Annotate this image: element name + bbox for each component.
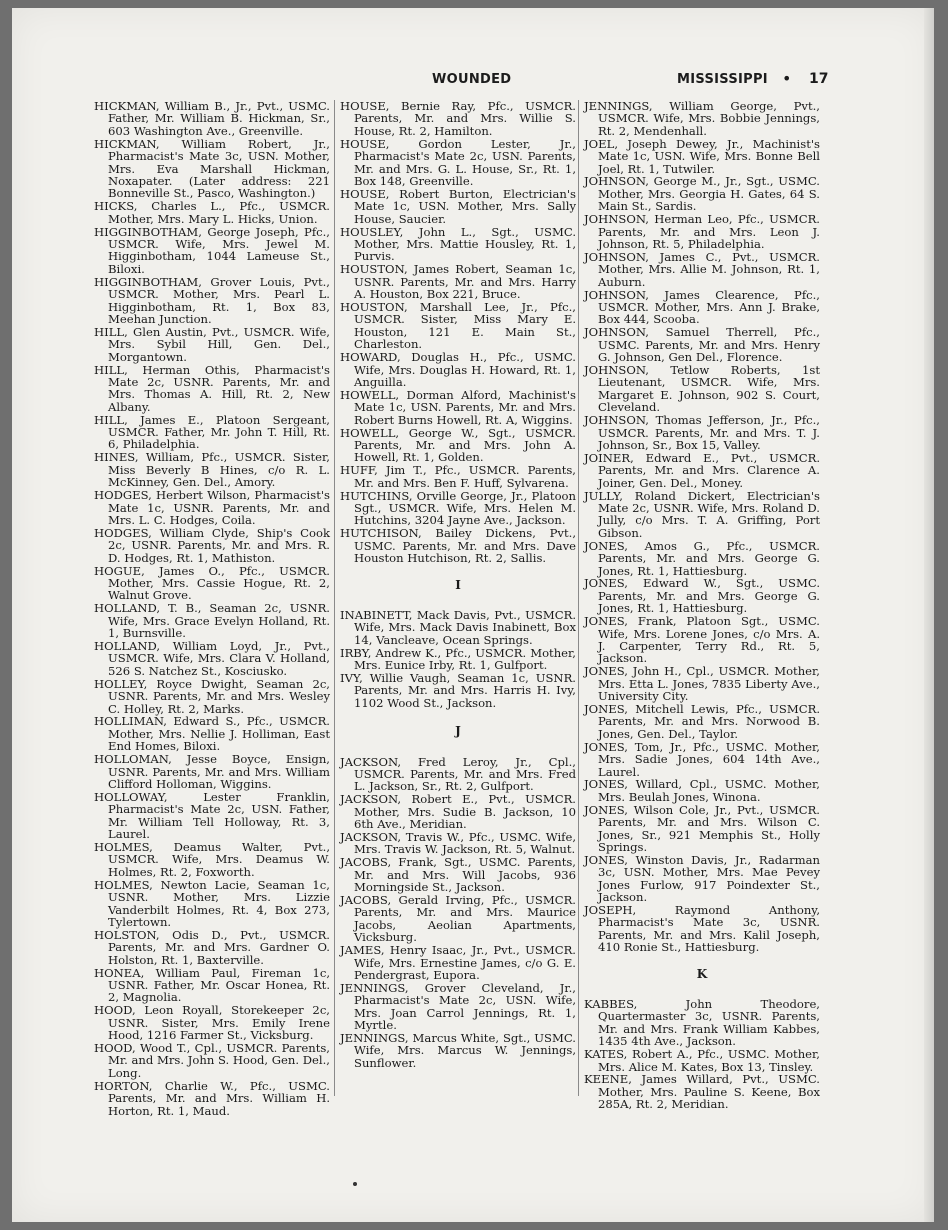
casualty-entry: INABINETT, Mack Davis, Pvt., USMCR. Wife, Mrs. Mack Davis Inabinett, Box 14, Vancleave, Ocean Springs. bbox=[340, 607, 576, 647]
casualty-entry: HODGES, Herbert Wilson, Pharmacist's Mate 1c, USNR. Parents, Mr. and Mrs. L. C. Hodges, Coila. bbox=[94, 488, 330, 527]
casualty-entry: HICKMAN, William B., Jr., Pvt., USMC. Father, Mr. William B. Hickman, Sr., 603 Washington Ave., Greenville. bbox=[94, 99, 330, 138]
casualty-entry: JAMES, Henry Isaac, Jr., Pvt., USMCR. Wife, Mrs. Ernestine James, c/o G. E. Pendergrast, Eupora. bbox=[340, 943, 576, 982]
casualty-entry: JENNINGS, Marcus White, Sgt., USMC. Wife, Mrs. Marcus W. Jennings, Sunflower. bbox=[340, 1031, 576, 1070]
casualty-entry: HICKMAN, William Robert, Jr., Pharmacist's Mate 3c, USN. Mother, Mrs. Eva Marshall Hickman, Noxapater. (Later address: 221 Bonneville St., Pasco, Washington.) bbox=[94, 136, 330, 201]
casualty-entry: JONES, Mitchell Lewis, Pfc., USMCR. Parents, Mr. and Mrs. Norwood B. Jones, Gen. Del., Taylor. bbox=[584, 702, 820, 741]
casualty-entry: HOLSTON, Odis D., Pvt., USMCR. Parents, Mr. and Mrs. Gardner O. Holston, Rt. 1, Baxterville. bbox=[94, 927, 330, 967]
casualty-entry: HOUSE, Robert Burton, Electrician's Mate 1c, USN. Mother, Mrs. Sally House, Saucier. bbox=[340, 186, 576, 226]
column-3 bbox=[584, 100, 820, 1111]
page-mark bbox=[353, 1182, 357, 1186]
casualty-entry: HOWELL, George W., Sgt., USMCR. Parents, Mr. and Mrs. John A. Howell, Rt. 1, Golden. bbox=[340, 425, 576, 465]
casualty-entry: HOUSE, Bernie Ray, Pfc., USMCR. Parents, Mr. and Mrs. Willie S. House, Rt. 2, Hamilton. bbox=[340, 99, 576, 138]
casualty-entry: JOHNSON, Tetlow Roberts, 1st Lieutenant, USMCR. Wife, Mrs. Margaret E. Johnson, 902 S. Court, Cleveland. bbox=[584, 363, 820, 415]
casualty-entry: HODGES, William Clyde, Ship's Cook 2c, USNR. Parents, Mr. and Mrs. R. D. Hodges, Rt. 1, Mathiston. bbox=[94, 525, 330, 565]
casualty-entry: HOOD, Wood T., Cpl., USMCR. Parents, Mr. and Mrs. John S. Hood, Gen. Del., Long. bbox=[94, 1040, 330, 1080]
casualty-entry: HILL, Glen Austin, Pvt., USMCR. Wife, Mrs. Sybil Hill, Gen. Del., Morgantown. bbox=[94, 324, 330, 364]
column-divider bbox=[334, 100, 335, 1096]
casualty-entry: JACKSON, Travis W., Pfc., USMC. Wife, Mrs. Travis W. Jackson, Rt. 5, Walnut. bbox=[340, 830, 576, 857]
casualty-entry: HOWELL, Dorman Alford, Machinist's Mate 1c, USN. Parents, Mr. and Mrs. Robert Burns Howell, Rt. A, Wiggins. bbox=[340, 387, 576, 427]
page-edge bbox=[924, 8, 934, 1222]
casualty-entry: KATES, Robert A., Pfc., USMC. Mother, Mrs. Alice M. Kates, Box 13, Tinsley. bbox=[584, 1047, 820, 1074]
casualty-entry: HOLLOMAN, Jesse Boyce, Ensign, USNR. Parents, Mr. and Mrs. William Clifford Holloman, Wiggins. bbox=[94, 752, 330, 791]
column-1 bbox=[94, 100, 330, 1117]
section-title: WOUNDED bbox=[432, 72, 512, 87]
casualty-entry: HOUSE, Gordon Lester, Jr., Pharmacist's Mate 2c, USN. Parents, Mr. and Mrs. G. L. House, Sr., Rt. 1, Box 148, Greenville. bbox=[340, 136, 576, 188]
casualty-entry: JACKSON, Robert E., Pvt., USMCR. Mother, Mrs. Sudie B. Jackson, 10 6th Ave., Meridian. bbox=[340, 792, 576, 832]
casualty-entry: HIGGINBOTHAM, Grover Louis, Pvt., USMCR. Mother, Mrs. Pearl L. Higginbotham, Rt. 1, Box 83, Meehan Junction. bbox=[94, 274, 330, 326]
casualty-entry: HOLLAND, T. B., Seaman 2c, USNR. Wife, Mrs. Grace Evelyn Holland, Rt. 1, Burnsville. bbox=[94, 601, 330, 641]
casualty-entry: IRBY, Andrew K., Pfc., USMCR. Mother, Mrs. Eunice Irby, Rt. 1, Gulfport. bbox=[340, 645, 576, 673]
casualty-entry: HOLMES, Deamus Walter, Pvt., USMCR. Wife, Mrs. Deamus W. Holmes, Rt. 2, Foxworth. bbox=[94, 839, 330, 879]
casualty-entry: KABBES, John Theodore, Quartermaster 3c, USNR. Parents, Mr. and Mrs. Frank William Kabbes, 1435 4th Ave., Jackson. bbox=[584, 997, 820, 1049]
document-page bbox=[12, 8, 934, 1222]
casualty-entry: JOHNSON, Samuel Therrell, Pfc., USMC. Parents, Mr. and Mrs. Henry G. Johnson, Gen Del., Florence. bbox=[584, 325, 820, 365]
casualty-entry: JACOBS, Gerald Irving, Pfc., USMCR. Parents, Mr. and Mrs. Maurice Jacobs, Aeolian Apartments, Vicksburg. bbox=[340, 893, 576, 945]
casualty-entry: JOHNSON, James Clearence, Pfc., USMCR. Mother, Mrs. Ann J. Brake, Box 444, Scooba. bbox=[584, 287, 820, 327]
casualty-entry: HOUSTON, James Robert, Seaman 1c, USNR. Parents, Mr. and Mrs. Harry A. Houston, Box 221, Bruce. bbox=[340, 262, 576, 302]
casualty-entry: JOEL, Joseph Dewey, Jr., Machinist's Mate 1c, USN. Wife, Mrs. Bonne Bell Joel, Rt. 1, Tutwiler. bbox=[584, 136, 820, 176]
casualty-entry: JACKSON, Fred Leroy, Jr., Cpl., USMCR. Parents, Mr. and Mrs. Fred L. Jackson, Sr., Rt. 2, Gulfport. bbox=[340, 754, 576, 794]
casualty-entry: HOLMES, Newton Lacie, Seaman 1c, USNR. Mother, Mrs. Lizzie Vanderbilt Holmes, Rt. 4, Box 273, Tylertown. bbox=[94, 877, 330, 929]
casualty-entry: JOHNSON, James C., Pvt., USMCR. Mother, Mrs. Allie M. Johnson, Rt. 1, Auburn. bbox=[584, 249, 820, 289]
casualty-entry: HORTON, Charlie W., Pfc., USMC. Parents, Mr. and Mrs. William H. Horton, Rt. 1, Maud. bbox=[94, 1078, 330, 1118]
casualty-entry: JOSEPH, Raymond Anthony, Pharmacist's Mate 3c, USNR. Parents, Mr. and Mrs. Kalil Joseph, 410 Ronie St., Hattiesburg. bbox=[584, 903, 820, 955]
header-bullet: • bbox=[782, 69, 792, 88]
section-letter: K bbox=[696, 966, 708, 981]
casualty-entry: HOLLIMAN, Edward S., Pfc., USMCR. Mother, Mrs. Nellie J. Holliman, East End Homes, Biloxi. bbox=[94, 714, 330, 754]
casualty-entry: HUFF, Jim T., Pfc., USMCR. Parents, Mr. and Mrs. Ben F. Huff, Sylvarena. bbox=[340, 463, 576, 490]
casualty-entry: JENNINGS, Grover Cleveland, Jr., Pharmacist's Mate 2c, USN. Wife, Mrs. Joan Carrol Jennings, Rt. 1, Myrtle. bbox=[340, 980, 576, 1033]
state-name: MISSISSIPPI bbox=[677, 72, 768, 87]
casualty-entry: JONES, Winston Davis, Jr., Radarman 3c, USN. Mother, Mrs. Mae Pevey Jones Furlow, 917 Poindexter St., Jackson. bbox=[584, 852, 820, 905]
casualty-entry: HONEA, William Paul, Fireman 1c, USNR. Father, Mr. Oscar Honea, Rt. 2, Magnolia. bbox=[94, 965, 330, 1005]
page-number: 17 bbox=[809, 71, 829, 87]
casualty-entry: JULLY, Roland Dickert, Electrician's Mate 2c, USNR. Wife, Mrs. Roland D. Jully, c/o Mrs. T. A. Griffing, Port Gibson. bbox=[584, 488, 820, 540]
casualty-entry: HIGGINBOTHAM, George Joseph, Pfc., USMCR. Wife, Mrs. Jewel M. Higginbotham, 1044 Lameuse St., Biloxi. bbox=[94, 224, 330, 276]
page-header bbox=[12, 68, 934, 92]
casualty-entry: HOOD, Leon Royall, Storekeeper 2c, USNR. Sister, Mrs. Emily Irene Hood, 1216 Farmer St., Vicksburg. bbox=[94, 1003, 330, 1043]
column-2 bbox=[340, 100, 576, 1070]
casualty-entry: HILL, Herman Othis, Pharmacist's Mate 2c, USNR. Parents, Mr. and Mrs. Thomas A. Hill, Rt. 2, New Albany. bbox=[94, 362, 330, 414]
casualty-entry: JENNINGS, William George, Pvt., USMCR. Wife, Mrs. Bobbie Jennings, Rt. 2, Mendenhall. bbox=[584, 99, 820, 138]
casualty-entry: HOLLAND, William Loyd, Jr., Pvt., USMCR. Wife, Mrs. Clara V. Holland, 526 S. Natchez St., Kosciusko. bbox=[94, 638, 330, 678]
casualty-entry: IVY, Willie Vaugh, Seaman 1c, USNR. Parents, Mr. and Mrs. Harris H. Ivy, 1102 Wood St., Jackson. bbox=[340, 670, 576, 710]
casualty-entry: HOGUE, James O., Pfc., USMCR. Mother, Mrs. Cassie Hogue, Rt. 2, Walnut Grove. bbox=[94, 563, 330, 603]
section-letter: I bbox=[455, 577, 461, 592]
casualty-entry: HINES, William, Pfc., USMCR. Sister, Miss Beverly B Hines, c/o R. L. McKinney, Gen. Del., Amory. bbox=[94, 450, 330, 490]
casualty-entry: JONES, Tom, Jr., Pfc., USMC. Mother, Mrs. Sadie Jones, 604 14th Ave., Laurel. bbox=[584, 739, 820, 779]
casualty-entry: JACOBS, Frank, Sgt., USMC. Parents, Mr. and Mrs. Will Jacobs, 936 Morningside St., Jackson. bbox=[340, 855, 576, 895]
section-letter: J bbox=[455, 724, 461, 739]
column-divider bbox=[578, 100, 579, 1096]
casualty-entry: HUTCHINS, Orville George, Jr., Platoon Sgt., USMCR. Wife, Mrs. Helen M. Hutchins, 3204 Jayne Ave., Jackson. bbox=[340, 488, 576, 528]
casualty-entry: HUTCHISON, Bailey Dickens, Pvt., USMC. Parents, Mr. and Mrs. Dave Houston Hutchison, Rt. 2, Sallis. bbox=[340, 526, 576, 566]
casualty-entry: JONES, Willard, Cpl., USMC. Mother, Mrs. Beulah Jones, Winona. bbox=[584, 777, 820, 804]
casualty-entry: HOUSTON, Marshall Lee, Jr., Pfc., USMCR. Sister, Miss Mary E. Houston, 121 E. Main St., Charleston. bbox=[340, 300, 576, 352]
casualty-entry: HOWARD, Douglas H., Pfc., USMC. Wife, Mrs. Douglas H. Howard, Rt. 1, Anguilla. bbox=[340, 350, 576, 389]
casualty-entry: HILL, James E., Platoon Sergeant, USMCR. Father, Mr. John T. Hill, Rt. 6, Philadelphia. bbox=[94, 412, 330, 452]
casualty-entry: JONES, Wilson Cole, Jr., Pvt., USMCR. Parents, Mr. and Mrs. Wilson C. Jones, Sr., 921 Memphis St., Holly Springs. bbox=[584, 802, 820, 854]
casualty-entry: HOLLEY, Royce Dwight, Seaman 2c, USNR. Parents, Mr. and Mrs. Wesley C. Holley, Rt. 2, Marks. bbox=[94, 676, 330, 716]
casualty-entry: JONES, Amos G., Pfc., USMCR. Parents, Mr. and Mrs. George G. Jones, Rt. 1, Hattiesburg. bbox=[584, 538, 820, 578]
casualty-entry: JOHNSON, George M., Jr., Sgt., USMC. Mother, Mrs. Georgia H. Gates, 64 S. Main St., Sardis. bbox=[584, 174, 820, 214]
casualty-entry: JONES, Edward W., Sgt., USMC. Parents, Mr. and Mrs. George G. Jones, Rt. 1, Hattiesburg. bbox=[584, 576, 820, 616]
casualty-entry: KEENE, James Willard, Pvt., USMC. Mother, Mrs. Pauline S. Keene, Box 285A, Rt. 2, Meridian. bbox=[584, 1072, 820, 1112]
casualty-entry: JOHNSON, Thomas Jefferson, Jr., Pfc., USMCR. Parents, Mr. and Mrs. T. J. Johnson, Sr., Box 15, Valley. bbox=[584, 413, 820, 452]
casualty-entry: JONES, Frank, Platoon Sgt., USMC. Wife, Mrs. Lorene Jones, c/o Mrs. A. J. Carpenter, Terry Rd., Rt. 5, Jackson. bbox=[584, 614, 820, 666]
casualty-entry: JOHNSON, Herman Leo, Pfc., USMCR. Parents, Mr. and Mrs. Leon J. Johnson, Rt. 5, Philadelphia. bbox=[584, 212, 820, 251]
casualty-entry: JOINER, Edward E., Pvt., USMCR. Parents, Mr. and Mrs. Clarence A. Joiner, Gen. Del., Money. bbox=[584, 450, 820, 490]
casualty-entry: HOUSLEY, John L., Sgt., USMC. Mother, Mrs. Mattie Housley, Rt. 1, Purvis. bbox=[340, 224, 576, 264]
casualty-entry: HICKS, Charles L., Pfc., USMCR. Mother, Mrs. Mary L. Hicks, Union. bbox=[94, 199, 330, 226]
casualty-entry: HOLLOWAY, Lester Franklin, Pharmacist's Mate 2c, USN. Father, Mr. William Tell Holloway, Rt. 3, Laurel. bbox=[94, 789, 330, 842]
casualty-entry: JONES, John H., Cpl., USMCR. Mother, Mrs. Etta L. Jones, 7835 Liberty Ave., University City. bbox=[584, 664, 820, 704]
